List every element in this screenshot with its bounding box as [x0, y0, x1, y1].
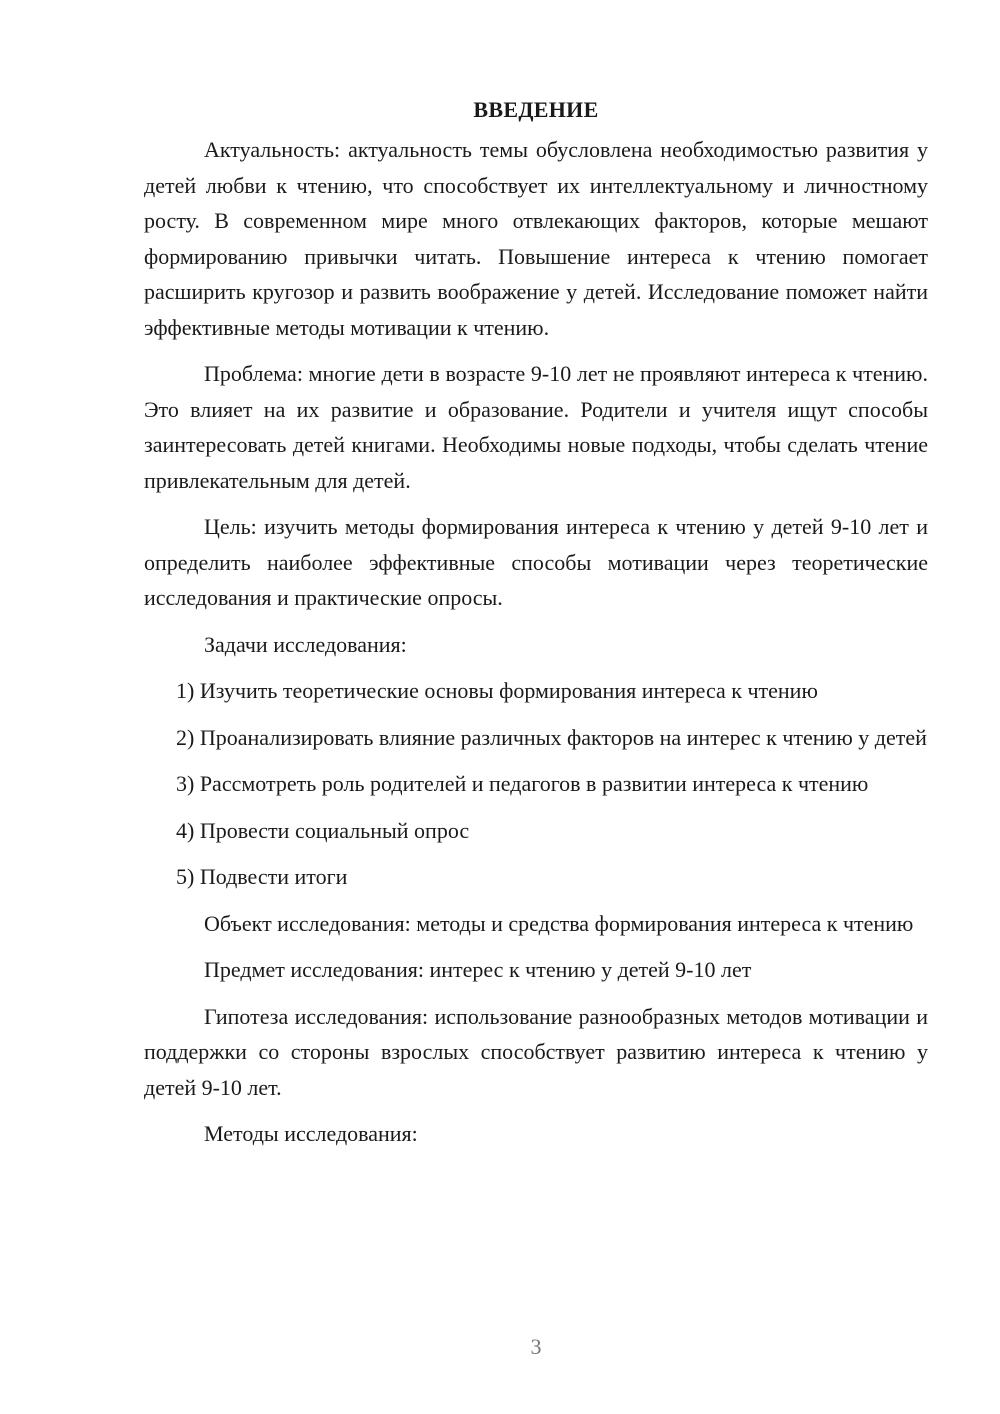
paragraph-goal: Цель: изучить методы формирования интереса к чтению у детей 9-10 лет и определить наиболее эффективные способы мотивации через теоретические исследования и практические опросы.: [144, 514, 928, 610]
paragraph-subject: Предмет исследования: интерес к чтению у детей 9-10 лет: [204, 957, 752, 982]
paragraph-problem: Проблема: многие дети в возрасте 9-10 лет не проявляют интереса к чтению. Это влияет на их развитие и образование. Родители и учителя ищут способы заинтересовать детей книгами. Необходимы новые подходы, чтобы сделать чтение привлекательным для детей.: [144, 361, 928, 493]
paragraph-methods-heading: Методы исследования:: [204, 1121, 418, 1146]
task-item-1: 1) Изучить теоретические основы формирования интереса к чтению: [176, 678, 818, 703]
paragraph-tasks-heading: Задачи исследования:: [204, 631, 407, 657]
page-title: ВВЕДЕНИЕ: [473, 97, 599, 122]
task-item-3: 3) Рассмотреть роль родителей и педагогов в развитии интереса к чтению: [176, 771, 869, 796]
task-item-5: 5) Подвести итоги: [176, 864, 348, 889]
task-item-4: 4) Провести социальный опрос: [176, 817, 470, 843]
page-content: [144, 92, 928, 1163]
paragraph-hypothesis: Гипотеза исследования: использование разнообразных методов мотивации и поддержки со стороны взрослых способствует развитию интереса к чтению у детей 9-10 лет.: [144, 1003, 928, 1100]
paragraph-object: Объект исследования: методы и средства формирования интереса к чтению: [204, 910, 914, 936]
page-number: 3: [530, 1334, 542, 1359]
task-item-2: 2) Проанализировать влияние различных факторов на интерес к чтению у детей: [176, 724, 927, 750]
paragraph-relevance: Актуальность: актуальность темы обусловлена необходимостью развития у детей любви к чтению, что способствует их интеллектуальному и личностному росту. В современном мире много отвлекающих факторов, которые мешают формированию привычки читать. Повышение интереса к чтению помогает расширить кругозор и развить воображение у детей. Исследование поможет найти эффективные методы мотивации к чтению.: [144, 137, 928, 340]
